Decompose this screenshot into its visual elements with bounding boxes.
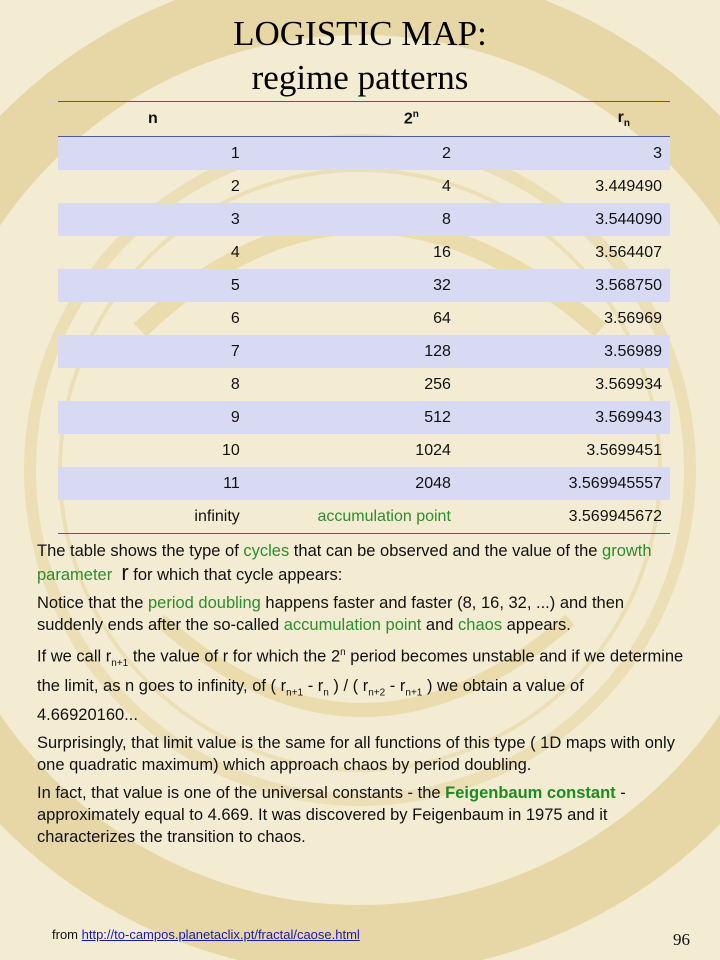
cell-n: 1	[58, 137, 248, 171]
cell-n: 9	[58, 401, 248, 434]
paragraph-1: The table shows the type of cycles that can be observed and the value of the growth parameter r for which that cycle appears:	[37, 542, 652, 585]
cell-r: 3.564407	[595, 243, 662, 261]
cell-n: 5	[58, 269, 248, 302]
cell-period: 2048	[248, 467, 459, 500]
table-row	[58, 434, 670, 467]
cell-period: 512	[248, 401, 459, 434]
cell-r: 3.5699451	[586, 441, 662, 459]
cell-period: 4	[441, 177, 451, 195]
paragraph-5: In fact, that value is one of the universal constants - the Feigenbaum constant - approximately equal to 4.669. It was discovered by Feigenbaum in 1975 and it characterizes the transition to chaos.	[37, 784, 626, 847]
source-link[interactable]: http://to-campos.planetaclix.pt/fractal/caose.html	[81, 927, 360, 942]
cell-n: 4	[230, 243, 240, 261]
paragraph-2: Notice that the period doubling happens faster and faster (8, 16, 32, ...) and then suddenly ends after the so-called accumulation point and chaos appears.	[37, 594, 625, 634]
table-row	[58, 335, 670, 368]
table-row	[58, 236, 670, 269]
cell-r: 3.569945557	[459, 467, 670, 500]
title-line-2: regime patterns	[251, 58, 469, 97]
cell-n: 10	[221, 441, 240, 459]
table-row	[58, 467, 670, 500]
explanation-text	[37, 540, 687, 854]
cell-n: infinity	[58, 500, 248, 534]
cell-period: 8	[248, 203, 459, 236]
cell-period: 16	[433, 243, 451, 261]
table-row	[58, 137, 670, 171]
cell-n: 2	[230, 177, 240, 195]
header-r: $r_n$	[459, 102, 670, 137]
header-n: n	[58, 102, 248, 137]
table-row	[58, 401, 670, 434]
header-period: 2$^n$	[248, 102, 459, 137]
table-row	[58, 302, 670, 335]
cell-r: 3.569945672	[459, 500, 670, 534]
source-prefix: from	[52, 927, 82, 942]
table-row	[58, 170, 670, 203]
cell-n: 8	[230, 375, 240, 393]
cell-period: 128	[248, 335, 459, 368]
cell-n: 6	[230, 309, 240, 327]
cell-r: 3.56989	[459, 335, 670, 368]
cell-r: 3.569943	[459, 401, 670, 434]
cell-n: 11	[58, 467, 248, 500]
cell-r: 3.568750	[459, 269, 670, 302]
cell-n: 3	[58, 203, 248, 236]
table-row	[58, 500, 670, 534]
title-line-1: LOGISTIC MAP:	[233, 14, 487, 53]
regime-table	[58, 101, 670, 534]
cell-period: 1024	[415, 441, 451, 459]
cell-r: 3.449490	[595, 177, 662, 195]
cell-r: 3.569934	[595, 375, 662, 393]
cell-r: 3	[459, 137, 670, 171]
cell-period: accumulation point	[248, 500, 459, 534]
cell-period: 32	[248, 269, 459, 302]
cell-r: 3.544090	[459, 203, 670, 236]
page-title	[0, 12, 720, 100]
source-footer	[52, 927, 360, 942]
cell-n: 7	[58, 335, 248, 368]
table-header-row	[58, 102, 670, 137]
table-row	[58, 203, 670, 236]
paragraph-3: If we call $r_{n+1}$ the value of r for which the 2$^n$ period becomes unstable and if we determine the limit, as n goes to infinity, of ( $r_{n+1} - r_n$ ) / ( $r_{n+2} - r_{n+1}$ ) we obtain a value of 4.66920160...	[37, 647, 684, 725]
table-row	[58, 269, 670, 302]
cell-period: 2	[248, 137, 459, 171]
cell-period: 64	[433, 309, 451, 327]
page-number: 96	[673, 930, 690, 949]
cell-r: 3.56969	[604, 309, 662, 327]
paragraph-4: Surprisingly, that limit value is the same for all functions of this type ( 1D maps with only one quadratic maximum) which approach chaos by period doubling.	[37, 734, 675, 775]
table-row	[58, 368, 670, 401]
cell-period: 256	[424, 375, 451, 393]
